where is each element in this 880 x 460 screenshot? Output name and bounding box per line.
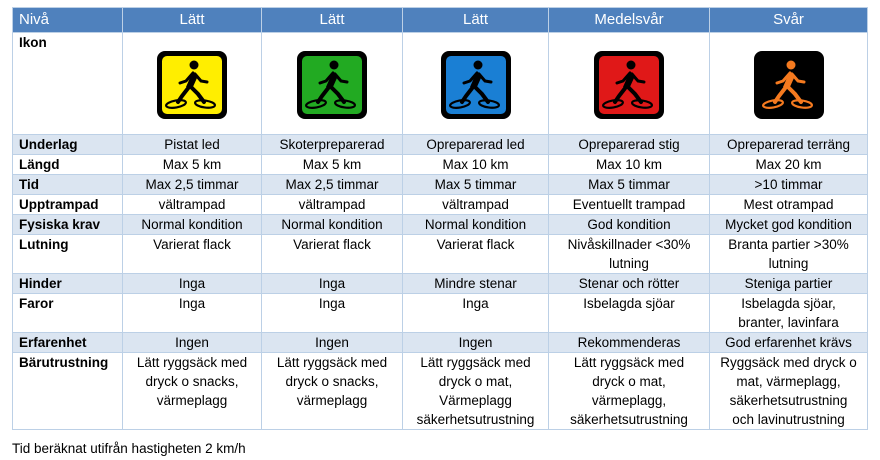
header-level-1: Lätt bbox=[123, 8, 262, 33]
header-level-2: Lätt bbox=[262, 8, 403, 33]
cell-text: Lätt ryggsäck med bbox=[276, 355, 388, 370]
table-cell bbox=[123, 195, 262, 215]
table-row-underlag bbox=[13, 135, 868, 155]
cell-text: Mycket god kondition bbox=[725, 217, 852, 232]
cell-text: Max 10 km bbox=[442, 157, 509, 172]
table-cell bbox=[549, 215, 710, 235]
table-cell bbox=[710, 333, 868, 353]
cell-text: säkerhetsutrustning bbox=[570, 412, 688, 427]
header-level-5: Svår bbox=[710, 8, 868, 33]
table-cell bbox=[262, 155, 403, 175]
table-cell bbox=[262, 274, 403, 294]
cell-text: Mindre stenar bbox=[434, 276, 517, 291]
cell-text: Eventuellt trampad bbox=[572, 197, 686, 212]
table-cell bbox=[123, 353, 262, 430]
row-label: Bärutrustning bbox=[13, 353, 123, 430]
cell-text: vältrampad bbox=[298, 197, 366, 212]
table-row-hinder bbox=[13, 274, 868, 294]
table-cell bbox=[123, 135, 262, 155]
cell-text: vältrampad bbox=[442, 197, 509, 212]
cell-text: Max 2,5 timmar bbox=[145, 177, 239, 192]
row-label: Hinder bbox=[13, 274, 123, 294]
table-cell bbox=[403, 215, 549, 235]
table-cell bbox=[549, 195, 710, 215]
cell-text: Inga bbox=[318, 296, 346, 311]
table-cell bbox=[710, 353, 868, 430]
table-cell bbox=[549, 333, 710, 353]
table-cell bbox=[262, 135, 403, 155]
cell-text: Isbelagda sjöar bbox=[583, 296, 675, 311]
icon-row bbox=[13, 33, 868, 135]
cell-text: värmeplagg, bbox=[591, 393, 667, 408]
table-cell bbox=[549, 175, 710, 195]
cell-text: Rekommenderas bbox=[577, 335, 681, 350]
cell-text: Max 5 km bbox=[302, 157, 362, 172]
cell-text: Värmeplagg bbox=[439, 393, 512, 408]
cell-text: Inga bbox=[178, 296, 206, 311]
table-cell bbox=[403, 195, 549, 215]
table-cell bbox=[123, 215, 262, 235]
table-row-erfarenhet bbox=[13, 333, 868, 353]
table-cell bbox=[403, 175, 549, 195]
cell-text: värmeplagg bbox=[156, 393, 228, 408]
cell-text: Opreparerad stig bbox=[578, 137, 680, 152]
cell-text: Opreparerad led bbox=[426, 137, 525, 152]
table-cell bbox=[549, 155, 710, 175]
cell-text: Normal kondition bbox=[281, 217, 383, 232]
row-label: Fysiska krav bbox=[13, 215, 123, 235]
snowshoe-hiker-red-icon bbox=[594, 51, 664, 119]
table-cell bbox=[549, 274, 710, 294]
row-label: Längd bbox=[13, 155, 123, 175]
cell-text: dryck o snacks, bbox=[285, 374, 379, 389]
table-cell bbox=[403, 135, 549, 155]
table-cell bbox=[123, 274, 262, 294]
table-cell bbox=[710, 155, 868, 175]
row-label: Tid bbox=[13, 175, 123, 195]
table-cell bbox=[123, 294, 262, 333]
cell-text: Branta partier >30% bbox=[728, 237, 849, 252]
cell-text: Ryggsäck med dryck o bbox=[720, 355, 857, 370]
header-niva: Nivå bbox=[13, 8, 123, 33]
cell-text: Max 5 timmar bbox=[434, 177, 517, 192]
snowshoe-hiker-yellow-icon bbox=[157, 51, 227, 119]
cell-text: Isbelagda sjöar, bbox=[741, 296, 836, 311]
cell-text: Ingen bbox=[175, 335, 209, 350]
cell-text: Normal kondition bbox=[424, 217, 527, 232]
table-row-upptrampad bbox=[13, 195, 868, 215]
table-row-lutning bbox=[13, 235, 868, 274]
cell-text: Pistat led bbox=[164, 137, 220, 152]
table-row-fysiska-krav bbox=[13, 215, 868, 235]
row-label: Underlag bbox=[13, 135, 123, 155]
snowshoe-hiker-blue-icon bbox=[441, 51, 511, 119]
cell-text: Opreparerad terräng bbox=[726, 137, 851, 152]
table-cell bbox=[403, 274, 549, 294]
difficulty-table bbox=[12, 7, 868, 430]
cell-text: Inga bbox=[462, 296, 489, 311]
table-cell bbox=[262, 294, 403, 333]
cell-text: Varierat flack bbox=[293, 237, 371, 252]
cell-text: >10 timmar bbox=[754, 177, 823, 192]
table-cell bbox=[262, 195, 403, 215]
cell-text: Lätt ryggsäck med bbox=[573, 355, 685, 370]
table-cell bbox=[262, 353, 403, 430]
row-label: Lutning bbox=[13, 235, 123, 274]
header-row bbox=[13, 8, 868, 33]
table-cell bbox=[262, 215, 403, 235]
cell-text: Max 10 km bbox=[595, 157, 663, 172]
cell-text: säkerhetsutrustning bbox=[729, 393, 848, 408]
table-cell bbox=[549, 135, 710, 155]
table-cell bbox=[123, 155, 262, 175]
cell-text: Inga bbox=[318, 276, 346, 291]
cell-text: Lätt ryggsäck med bbox=[420, 355, 531, 370]
cell-text: mat, värmeplagg, bbox=[736, 374, 841, 389]
cell-text: Steniga partier bbox=[744, 276, 833, 291]
table-cell bbox=[710, 235, 868, 274]
row-label: Faror bbox=[13, 294, 123, 333]
table-cell bbox=[123, 333, 262, 353]
table-cell bbox=[710, 175, 868, 195]
table-row-barutrustning bbox=[13, 353, 868, 430]
row-label: Erfarenhet bbox=[13, 333, 123, 353]
table-row-tid bbox=[13, 175, 868, 195]
table-cell bbox=[710, 215, 868, 235]
cell-text: Max 20 km bbox=[755, 157, 822, 172]
cell-text: God erfarenhet krävs bbox=[725, 335, 852, 350]
table-cell bbox=[403, 235, 549, 274]
table-cell bbox=[403, 353, 549, 430]
cell-text: dryck o mat, bbox=[438, 374, 513, 389]
cell-text: lutning bbox=[768, 256, 809, 271]
cell-text: God kondition bbox=[587, 217, 671, 232]
header-level-4: Medelsvår bbox=[549, 8, 710, 33]
cell-text: Normal kondition bbox=[141, 217, 243, 232]
cell-text: Stenar och rötter bbox=[578, 276, 680, 291]
cell-text: Skoterpreparerad bbox=[279, 137, 385, 152]
table-cell bbox=[549, 353, 710, 430]
table-cell bbox=[710, 294, 868, 333]
row-label: Upptrampad bbox=[13, 195, 123, 215]
table-cell bbox=[549, 235, 710, 274]
table-cell bbox=[262, 175, 403, 195]
table-cell bbox=[710, 195, 868, 215]
cell-text: Varierat flack bbox=[436, 237, 515, 252]
cell-text: och lavinutrustning bbox=[732, 412, 845, 427]
table-cell bbox=[549, 294, 710, 333]
header-level-3: Lätt bbox=[403, 8, 549, 33]
cell-text: Max 5 km bbox=[162, 157, 222, 172]
table-cell bbox=[123, 235, 262, 274]
cell-text: Max 2,5 timmar bbox=[285, 177, 379, 192]
cell-text: vältrampad bbox=[158, 197, 226, 212]
cell-text: säkerhetsutrustning bbox=[416, 412, 535, 427]
cell-text: lutning bbox=[609, 256, 649, 271]
cell-text: Nivåskillnader <30% bbox=[567, 237, 691, 252]
table-cell bbox=[403, 294, 549, 333]
table-row-faror bbox=[13, 294, 868, 333]
cell-text: Mest otrampad bbox=[743, 197, 834, 212]
cell-text: dryck o mat, bbox=[592, 374, 666, 389]
cell-text: branter, lavinfara bbox=[738, 315, 839, 330]
table-cell bbox=[710, 135, 868, 155]
cell-text: värmeplagg bbox=[296, 393, 368, 408]
table-cell bbox=[710, 274, 868, 294]
cell-text: Varierat flack bbox=[153, 237, 231, 252]
table-cell bbox=[403, 155, 549, 175]
cell-text: Lätt ryggsäck med bbox=[136, 355, 248, 370]
cell-text: dryck o snacks, bbox=[145, 374, 239, 389]
cell-text: Max 5 timmar bbox=[588, 177, 670, 192]
cell-text: Inga bbox=[178, 276, 206, 291]
cell-text: Ingen bbox=[458, 335, 493, 350]
table-cell bbox=[262, 333, 403, 353]
table-cell bbox=[262, 235, 403, 274]
table-cell bbox=[403, 333, 549, 353]
snowshoe-hiker-green-icon bbox=[297, 51, 367, 119]
row-label-ikon: Ikon bbox=[13, 33, 123, 135]
footnote: Tid beräknat utifrån hastigheten 2 km/h bbox=[12, 441, 246, 456]
table-cell bbox=[123, 175, 262, 195]
cell-text: Ingen bbox=[315, 335, 349, 350]
table-row-langd bbox=[13, 155, 868, 175]
snowshoe-hiker-black-icon bbox=[754, 51, 824, 119]
